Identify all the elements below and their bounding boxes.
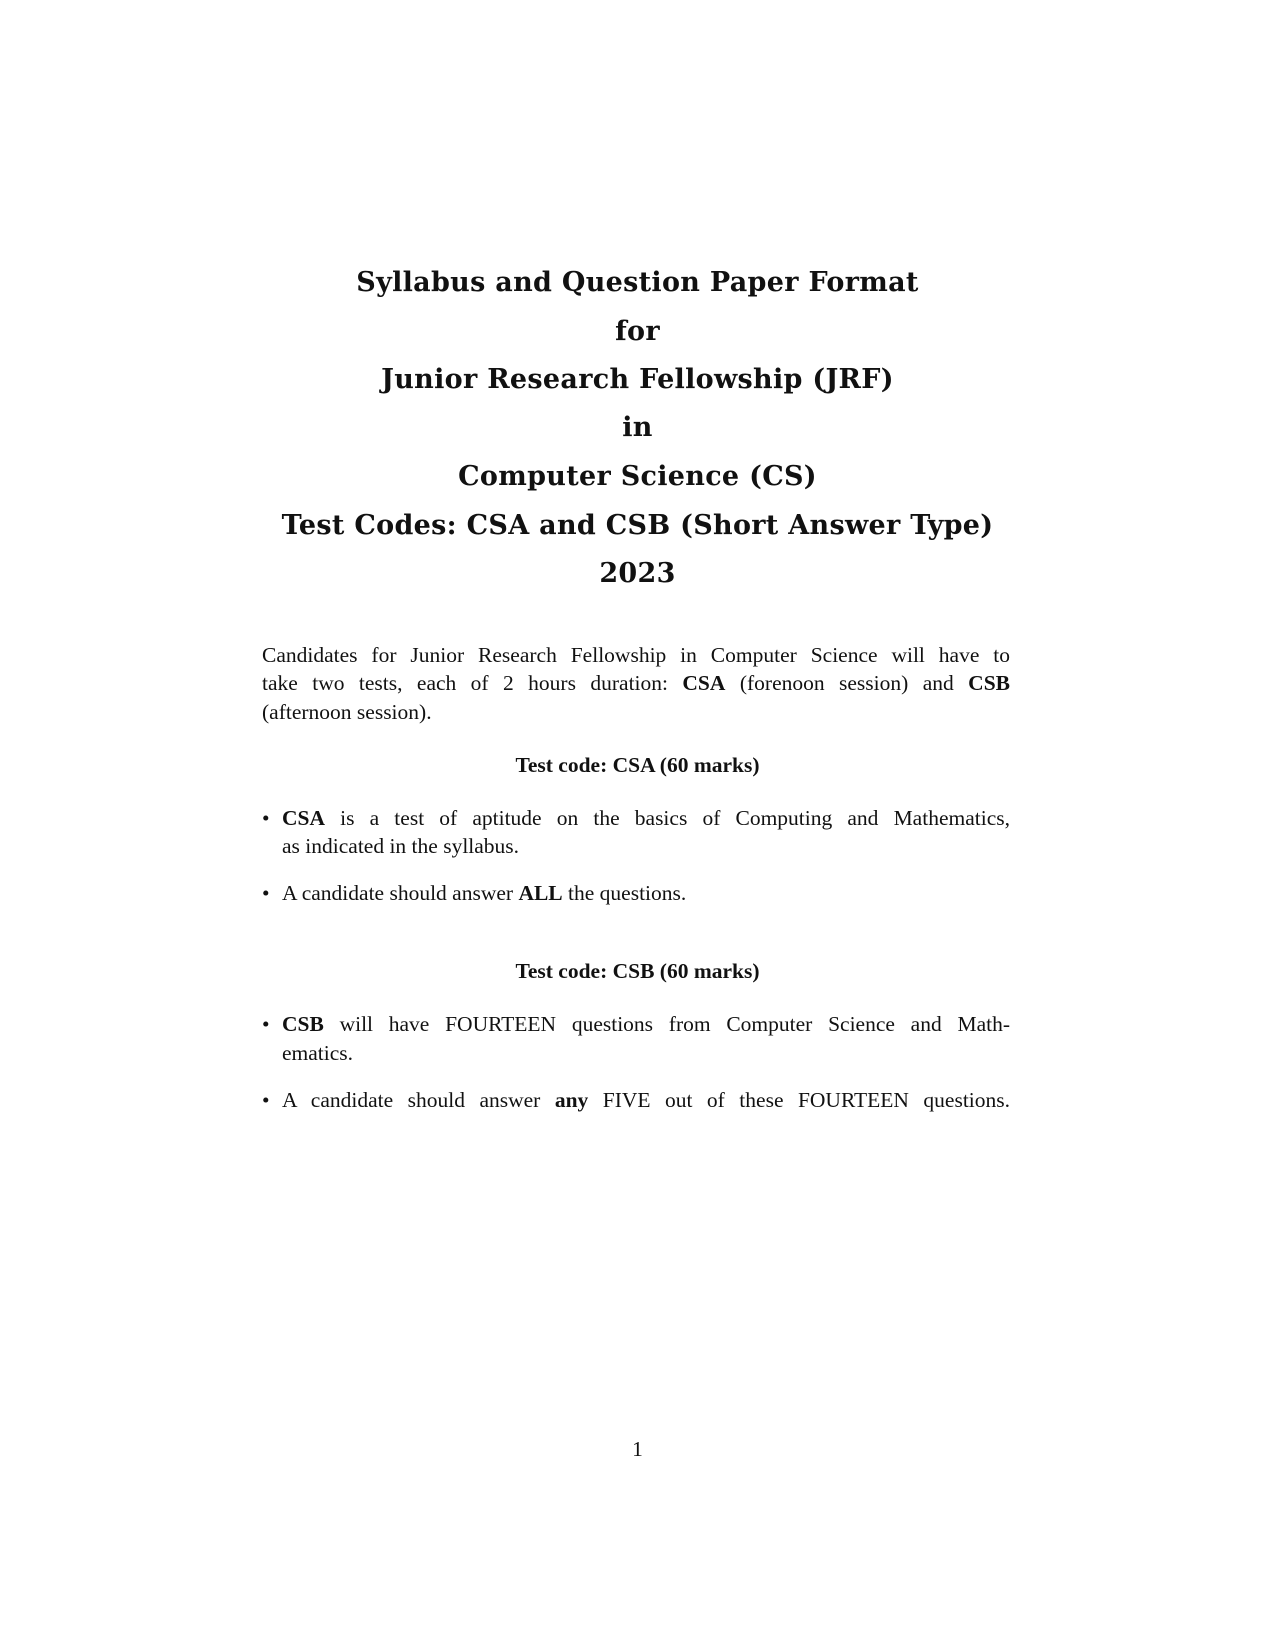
title-line: Syllabus and Question Paper Format [356, 267, 919, 298]
list-item-cont: as indicated in the syllabus. [282, 834, 520, 858]
list-item [282, 1086, 1010, 1114]
intro-line: Candidates for Junior Research Fellowship in Computer Science will have to [262, 643, 1010, 667]
text: FIVE out of these FOURTEEN questions. [588, 1088, 1011, 1112]
text: A candidate should answer [282, 881, 519, 905]
bullet-icon: • [262, 1088, 270, 1112]
text: will have FOURTEEN questions from Computer Science and Math- [323, 1012, 1010, 1036]
bold-text: CSB [968, 671, 1010, 695]
list-item [282, 1010, 1010, 1038]
bullet-icon: • [262, 881, 270, 905]
text: (forenoon session) and [725, 671, 969, 695]
title-line: in [622, 412, 653, 443]
list-item-cont: ematics. [282, 1041, 354, 1065]
text: A candidate should answer [282, 1088, 555, 1112]
intro-line [262, 669, 1010, 697]
bold-text: ALL [518, 881, 563, 905]
title-line: for [615, 316, 660, 347]
csb-heading: Test code: CSB (60 marks) [515, 959, 760, 983]
intro-line: (afternoon session). [262, 700, 432, 724]
title-line: 2023 [599, 558, 676, 589]
title-line: Computer Science (CS) [458, 461, 817, 492]
text: take two tests, each of 2 hours duration: [262, 671, 683, 695]
bold-text: CSB [282, 1012, 324, 1036]
bold-text: CSA [282, 806, 326, 830]
text: is a test of aptitude on the basics of Computing and Mathematics, [325, 806, 1010, 830]
title-line: Junior Research Fellowship (JRF) [381, 364, 894, 395]
bullet-icon: • [262, 806, 270, 830]
list-item [282, 879, 1010, 907]
list-item [282, 804, 1010, 832]
bold-text: CSA [682, 671, 726, 695]
bullet-icon: • [262, 1012, 270, 1036]
bold-text: any [554, 1088, 589, 1112]
csa-heading: Test code: CSA (60 marks) [515, 753, 760, 777]
title-line: Test Codes: CSA and CSB (Short Answer Type) [281, 510, 994, 541]
text: the questions. [562, 881, 687, 905]
page-number: 1 [632, 1437, 643, 1461]
